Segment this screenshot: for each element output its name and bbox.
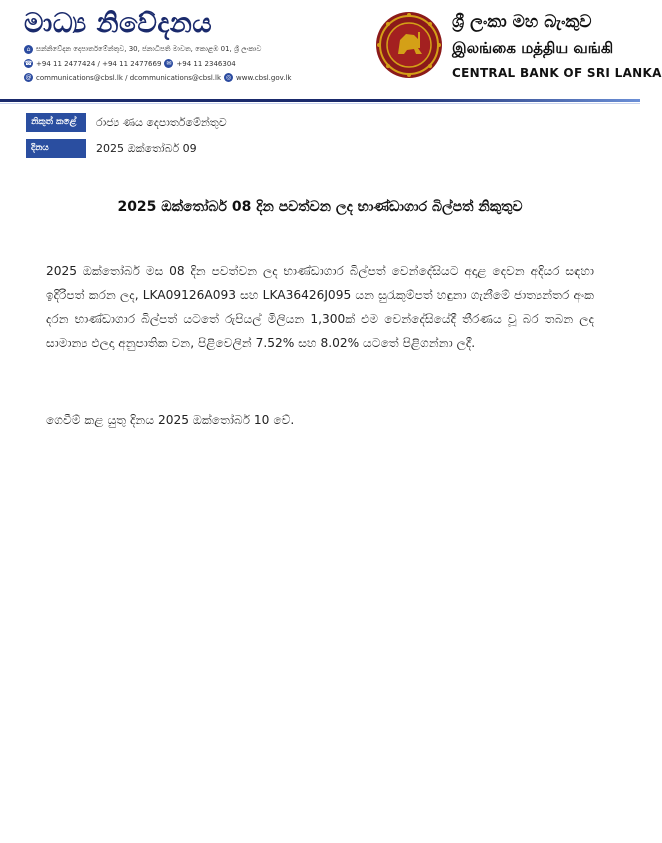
email-text[interactable]: communications@cbsl.lk / dcommunications@cbsl.lk	[36, 73, 222, 82]
website-text[interactable]: www.cbsl.gov.lk	[236, 73, 292, 82]
settlement-paragraph: ගෙවීම් කළ යුතු දිනය 2025 ඔක්තෝබර් 10 වේ.	[46, 413, 295, 427]
bank-name-english: CENTRAL BANK OF SRI LANKA	[452, 66, 662, 80]
press-release-title: මාධ්‍ය නිවේදනය	[24, 8, 213, 39]
phone-text: +94 11 2477424 / +94 11 2477669	[36, 59, 162, 68]
letterhead	[0, 0, 662, 100]
header-divider	[0, 99, 640, 102]
address-line	[24, 45, 261, 54]
issued-by-value: රාජ්‍ය ණය දෙපාර්තමේන්තුව	[96, 115, 227, 129]
bank-name-tamil: இலங்கை மத்திய வங்கி	[452, 39, 614, 57]
date-row	[26, 139, 197, 158]
email-line	[24, 73, 291, 82]
body-paragraph: 2025 ඔක්තෝබර් මස 08 දින පවත්වන ලද භාණ්ඩාගාර බිල්පත් වෙන්දේසියට අදාළ දෙවන අදියර සඳහා ඉදිරිපත් කරන ලද, LKA09126A093 සහ LKA36426J095 යන සුරැකුම්පත් හඳුනා ගැනීමේ ජාත්‍යන්තර අංක දරන භාණ්ඩාගාර බිල්පත් යටතේ රුපියල් මිලියන 1,300ක් එම වෙන්දේසියේදී තීරණය වූ බර තබන ලද සාමාන්‍ය ඵලදා අනුපාතික වන, පිළිවෙලින් 7.52% සහ 8.02% යටතේ පිළිගන්නා ලදී.	[46, 264, 594, 350]
issued-by-label: නිකුත් කළේ	[26, 113, 86, 132]
date-value: 2025 ඔක්තෝබර් 09	[96, 141, 197, 155]
address-text: සන්නිවේදන දෙපාර්තමේන්තුව, 30, ජනාධිපති මාවත, කොළඹ 01, ශ්‍රී ලංකාව	[36, 45, 262, 53]
globe-icon: ◎	[225, 74, 232, 81]
phone-icon: ☎	[24, 60, 33, 67]
fax-icon: ✉	[166, 60, 172, 67]
email-icon: @	[25, 74, 32, 81]
fax-text: +94 11 2346304	[176, 59, 236, 68]
building-icon: ⌂	[24, 45, 33, 54]
release-headline: 2025 ඔක්තෝබර් 08 දින පවත්වන ලද භාණ්ඩාගාර බිල්පත් නිකුතුව	[117, 199, 523, 215]
header-divider-thin	[0, 103, 640, 104]
cbsl-emblem-icon	[374, 10, 444, 80]
issued-by-row	[26, 113, 227, 132]
phone-line	[24, 59, 236, 68]
date-label: දිනය	[26, 139, 86, 158]
bank-name-sinhala: ශ්‍රී ලංකා මහ බැංකුව	[452, 12, 592, 32]
